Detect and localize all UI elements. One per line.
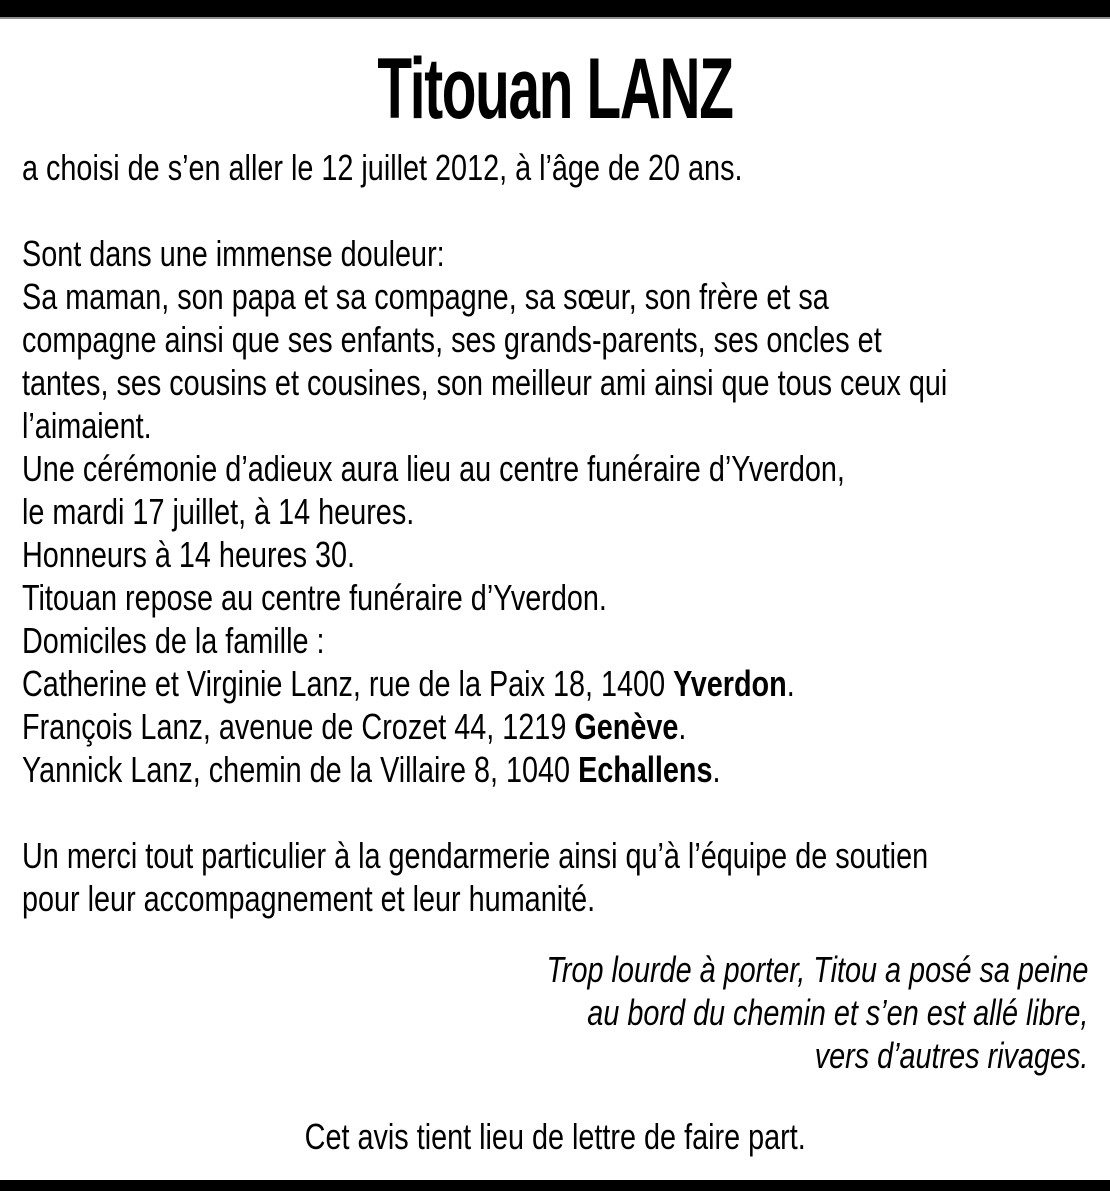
address-line — [22, 662, 1088, 705]
bottom-border-bar — [0, 1180, 1110, 1191]
address-city: Echallens — [578, 749, 713, 790]
mourning-line: Domiciles de la famille : — [22, 620, 325, 661]
address-text: Catherine et Virginie Lanz, rue de la Paix 18, 1400 — [22, 663, 674, 704]
address-period: . — [678, 706, 687, 747]
footer-line: Cet avis tient lieu de lettre de faire part. — [304, 1116, 806, 1157]
quote-line: vers d’autres rivages. — [814, 1035, 1089, 1076]
address-city: Genève — [574, 706, 679, 747]
mourning-line: le mardi 17 juillet, à 14 heures. — [22, 491, 415, 532]
notice-body — [0, 146, 1110, 1158]
spacer — [22, 189, 1088, 232]
mourning-line: Sont dans une immense douleur: — [22, 233, 445, 274]
address-line — [22, 705, 1088, 748]
intro-line: a choisi de s’en aller le 12 juillet 2012, à l’âge de 20 ans. — [22, 147, 743, 188]
mourning-line: Sa maman, son papa et sa compagne, sa sœur, son frère et sa — [22, 276, 829, 317]
mourning-line: tantes, ses cousins et cousines, son meilleur ami ainsi que tous ceux qui — [22, 362, 948, 403]
top-border-bar — [0, 0, 1110, 19]
thanks-line: Un merci tout particulier à la gendarmerie ainsi qu’à l’équipe de soutien — [22, 835, 929, 876]
address-city: Yverdon — [673, 663, 787, 704]
intro-paragraph — [22, 146, 1088, 189]
mourning-line: Une cérémonie d’adieux aura lieu au centre funéraire d’Yverdon, — [22, 448, 845, 489]
address-period: . — [712, 749, 721, 790]
thanks-line: pour leur accompagnement et leur humanité. — [22, 878, 596, 919]
spacer — [22, 791, 1088, 834]
quote-line: au bord du chemin et s’en est allé libre, — [587, 992, 1089, 1033]
mourning-line: Honneurs à 14 heures 30. — [22, 534, 356, 575]
quote-line: Trop lourde à porter, Titou a posé sa peine — [546, 949, 1089, 990]
mourning-line: l’aimaient. — [22, 405, 152, 446]
farewell-quote — [22, 948, 1088, 1077]
address-period: . — [786, 663, 795, 704]
address-line — [22, 748, 1088, 791]
footer-notice — [22, 1115, 1088, 1158]
address-text: François Lanz, avenue de Crozet 44, 1219 — [22, 706, 575, 747]
mourning-line: Titouan repose au centre funéraire d’Yverdon. — [22, 577, 607, 618]
thanks-paragraph — [22, 834, 1088, 920]
page-title: Titouan LANZ — [377, 41, 733, 137]
mourning-line: compagne ainsi que ses enfants, ses grands-parents, ses oncles et — [22, 319, 882, 360]
address-text: Yannick Lanz, chemin de la Villaire 8, 1040 — [22, 749, 579, 790]
mourning-paragraph — [22, 232, 1088, 791]
notice-text — [22, 146, 1088, 1158]
